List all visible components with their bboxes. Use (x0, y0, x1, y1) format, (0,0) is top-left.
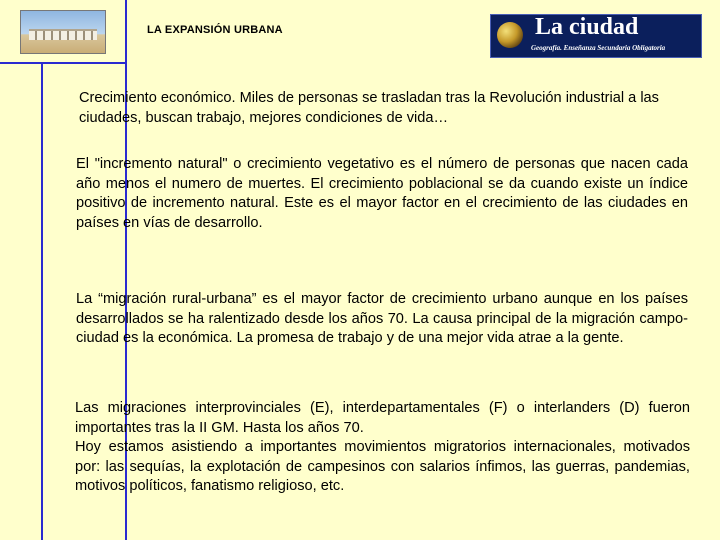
globe-icon (497, 22, 523, 48)
la-ciudad-logo (490, 14, 702, 58)
paragraph-internal-migrations: Las migraciones interprovinciales (E), interdepartamentales (F) o interlanders (D) fueron importantes tras la II GM. Hasta los años 70. (75, 400, 690, 436)
paragraph-economic-growth: Crecimiento económico. Miles de personas se trasladan tras la Revolución industrial a las ciudades, buscan trabajo, mejores condiciones de vida… (79, 90, 659, 126)
paragraph-international-migrations: Hoy estamos asistiendo a importantes movimientos migratorios internacionales, motivados por: las sequías, la explotación de campesinos con salarios ínfimos, las guerras, pandemias, motivos políticos, fanatismo religioso, etc. (75, 439, 690, 494)
paragraph-natural-increase: El "incremento natural" o crecimiento vegetativo es el número de personas que nacen cada año menos el numero de muertes. El crecimiento poblacional se da cuando existe un índice positivo de incremento natural. Este es el mayor factor en el crecimiento de las ciudades en países en vías de desarrollo. (76, 156, 688, 231)
town-buildings-photo-icon (20, 10, 106, 54)
logo-subtitle: Geografía. Enseñanza Secundaria Obligatoria (531, 44, 666, 52)
horizontal-rule-header (0, 62, 126, 64)
paragraph-rural-urban-migration: La “migración rural-urbana” es el mayor factor de crecimiento urbano aunque en los países desarrollados se ha ralentizado desde los años 70. La causa principal de la migración campo-ciudad es la económica. La promesa de trabajo y de una mejor vida atrae a la gente. (76, 291, 688, 346)
logo-title: La ciudad (535, 14, 639, 40)
paragraph-migrations (75, 399, 690, 497)
page-title: LA EXPANSIÓN URBANA (147, 24, 283, 36)
vertical-rule-margin (41, 62, 43, 540)
